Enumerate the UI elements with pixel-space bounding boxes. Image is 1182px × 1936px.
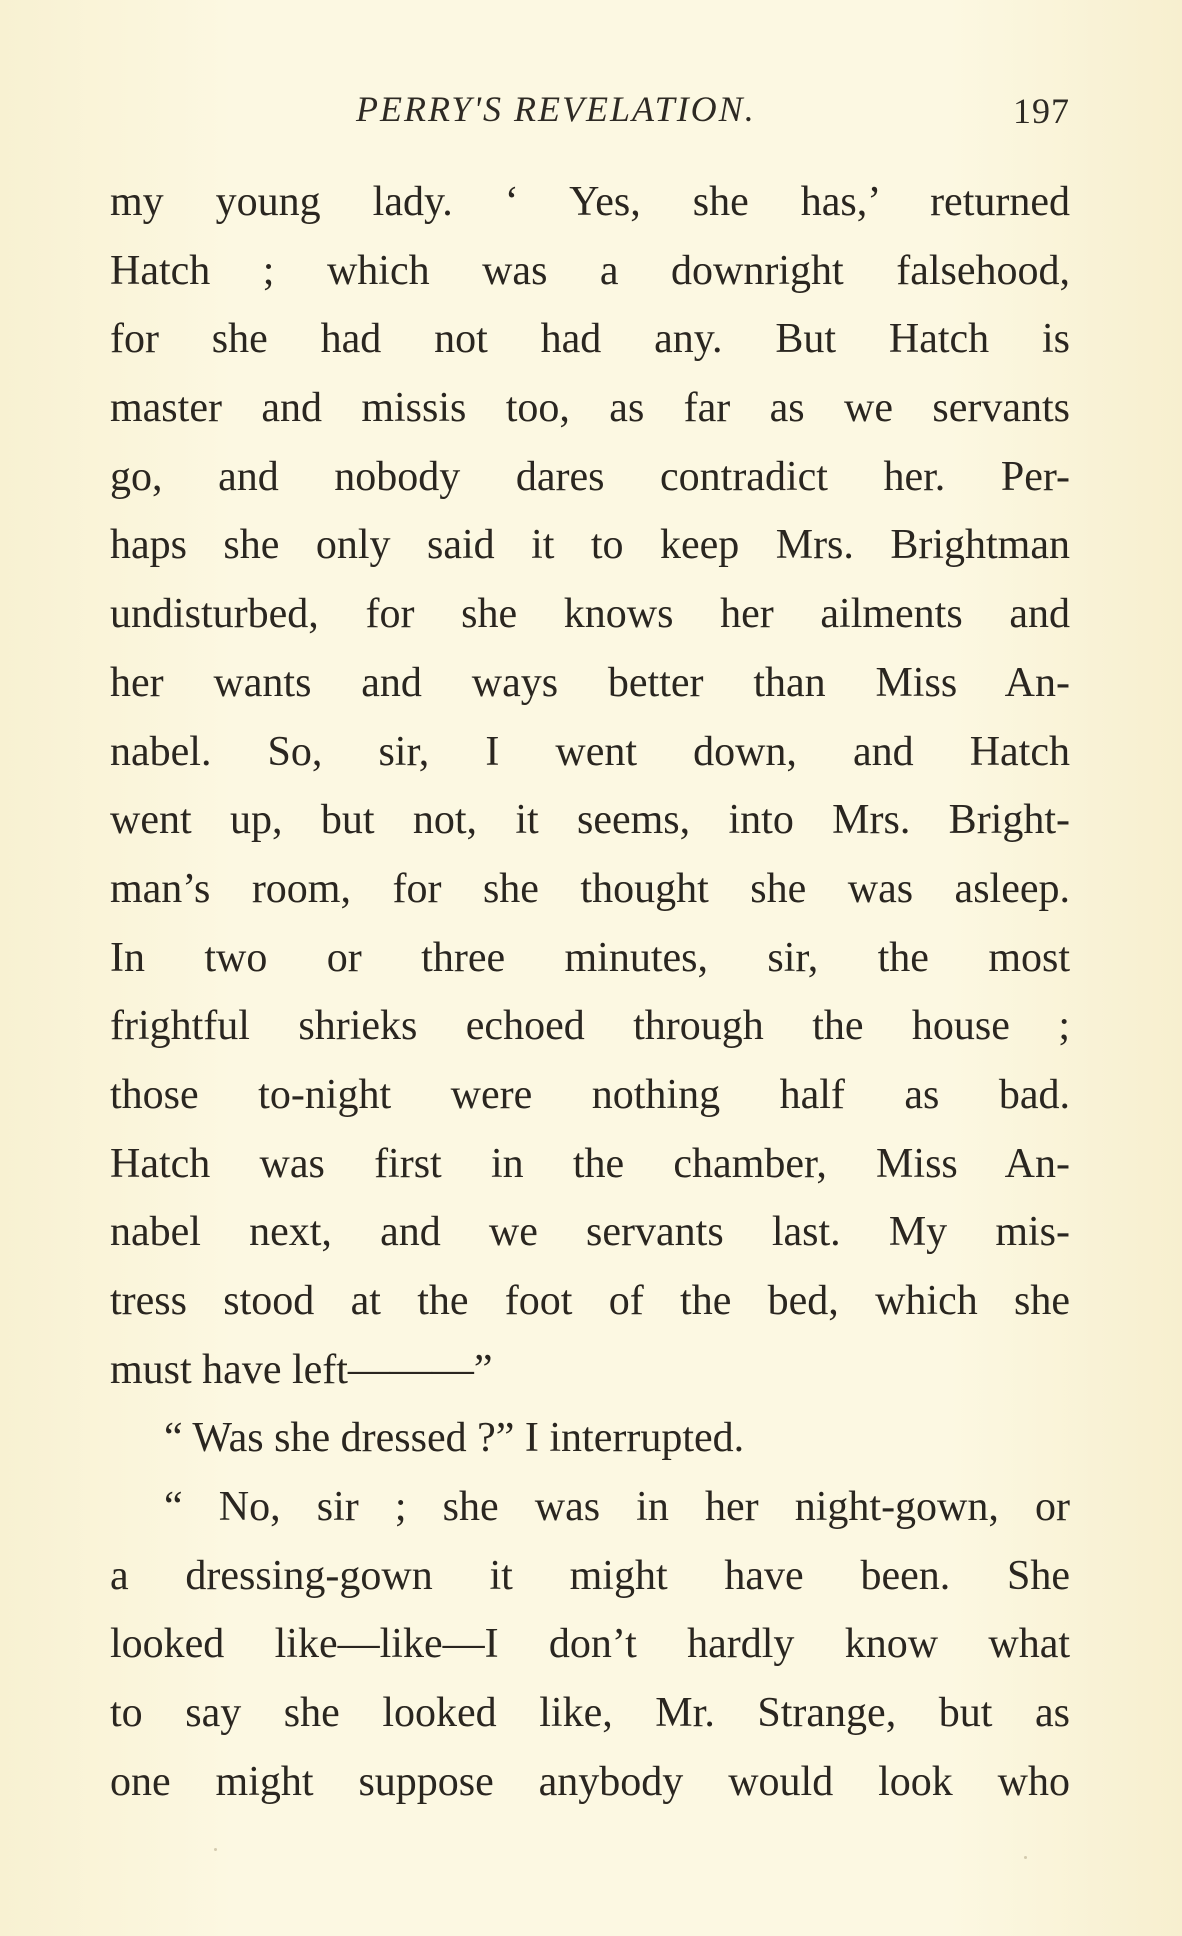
- paper-speck: [214, 1848, 217, 1851]
- text-line: Hatch ; which was a downright falsehood,: [110, 247, 1070, 294]
- text-line: a dressing-gown it might have been. She: [110, 1552, 1070, 1599]
- text-line: man’s room, for she thought she was asleep.: [110, 865, 1070, 912]
- text-line: master and missis too, as far as we servants: [110, 385, 1070, 432]
- text-line: my young lady. ‘ Yes, she has,’ returned: [110, 179, 1070, 225]
- text-line: nabel next, and we servants last. My mis-: [110, 1209, 1070, 1256]
- text-line: looked like—like—I don’t hardly know what: [110, 1621, 1070, 1668]
- page-number: 197: [1013, 91, 1070, 131]
- paper-speck: [1024, 1856, 1027, 1859]
- text-line: one might suppose anybody would look who: [110, 1758, 1070, 1805]
- text-line: “ Was she dressed ?” I interrupted.: [164, 1415, 745, 1462]
- text-line: tress stood at the foot of the bed, which she: [110, 1278, 1070, 1324]
- text-line: those to-night were nothing half as bad.: [110, 1071, 1070, 1118]
- text-line: must have left———”: [110, 1346, 493, 1393]
- running-title: PERRY'S REVELATION.: [356, 89, 756, 129]
- body-text: [110, 168, 1070, 1817]
- text-line: for she had not had any. But Hatch is: [110, 316, 1070, 363]
- text-line: In two or three minutes, sir, the most: [110, 934, 1070, 981]
- text-line: her wants and ways better than Miss An-: [110, 659, 1070, 706]
- text-line: nabel. So, sir, I went down, and Hatch: [110, 728, 1070, 775]
- text-line: undisturbed, for she knows her ailments and: [110, 591, 1070, 638]
- text-line: go, and nobody dares contradict her. Per-: [110, 453, 1070, 500]
- text-line: “ No, sir ; she was in her night-gown, or: [164, 1484, 1070, 1531]
- text-line: haps she only said it to keep Mrs. Brightman: [110, 522, 1070, 569]
- text-line: to say she looked like, Mr. Strange, but as: [110, 1690, 1070, 1737]
- text-line: Hatch was first in the chamber, Miss An-: [110, 1140, 1070, 1187]
- text-line: went up, but not, it seems, into Mrs. Bright-: [110, 797, 1070, 844]
- page-header: [110, 88, 1070, 138]
- text-line: frightful shrieks echoed through the house ;: [110, 1003, 1070, 1050]
